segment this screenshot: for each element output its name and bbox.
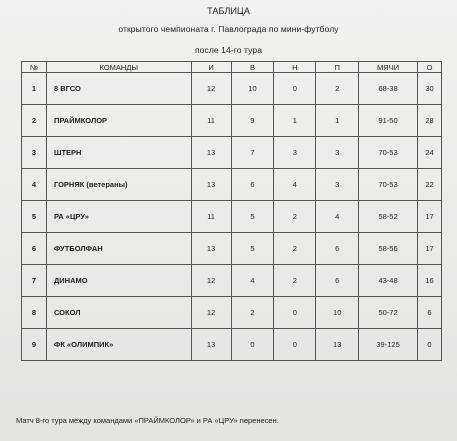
- table-header-row: [22, 62, 442, 73]
- stat-cell: 1: [274, 105, 316, 137]
- table-body: [22, 73, 442, 361]
- table-row: [22, 265, 442, 297]
- team-name: РА «ЦРУ»: [46, 201, 191, 233]
- column-header: П: [316, 62, 359, 73]
- stat-cell: 6: [316, 233, 359, 265]
- stat-cell: 22: [418, 169, 442, 201]
- row-number: 8: [22, 297, 47, 329]
- stat-cell: 9: [231, 105, 274, 137]
- stat-cell: 11: [191, 105, 231, 137]
- row-number: 6: [22, 233, 47, 265]
- footer-note: Матч 8-го тура между командами «ПРАЙМКОЛОР» и РА «ЦРУ» перенесен.: [16, 416, 279, 425]
- stat-cell: 91-50: [359, 105, 418, 137]
- stat-cell: 0: [274, 73, 316, 105]
- column-header: №: [22, 62, 47, 73]
- table-row: [22, 233, 442, 265]
- doc-title: ТАБЛИЦА: [207, 6, 250, 16]
- standings-table: [21, 61, 442, 361]
- table-row: [22, 73, 442, 105]
- team-name: ФК «ОЛИМПИК»: [46, 329, 191, 361]
- stat-cell: 13: [191, 329, 231, 361]
- stat-cell: 16: [418, 265, 442, 297]
- row-number: 5: [22, 201, 47, 233]
- column-header: КОМАНДЫ: [46, 62, 191, 73]
- stat-cell: 0: [231, 329, 274, 361]
- stat-cell: 11: [191, 201, 231, 233]
- stat-cell: 28: [418, 105, 442, 137]
- column-header: И: [191, 62, 231, 73]
- stat-cell: 5: [231, 201, 274, 233]
- table-row: [22, 201, 442, 233]
- stat-cell: 12: [191, 297, 231, 329]
- stat-cell: 68-38: [359, 73, 418, 105]
- stat-cell: 58-52: [359, 201, 418, 233]
- stat-cell: 2: [274, 265, 316, 297]
- row-number: 4: [22, 169, 47, 201]
- stat-cell: 17: [418, 233, 442, 265]
- stat-cell: 2: [231, 297, 274, 329]
- stat-cell: 70-53: [359, 169, 418, 201]
- row-number: 7: [22, 265, 47, 297]
- stat-cell: 6: [316, 265, 359, 297]
- stat-cell: 13: [191, 137, 231, 169]
- stat-cell: 12: [191, 73, 231, 105]
- doc-round: после 14-го тура: [194, 45, 263, 55]
- stat-cell: 17: [418, 201, 442, 233]
- stat-cell: 13: [316, 329, 359, 361]
- stat-cell: 6: [231, 169, 274, 201]
- stat-cell: 5: [231, 233, 274, 265]
- stat-cell: 2: [274, 201, 316, 233]
- team-name: ШТЕРН: [46, 137, 191, 169]
- doc-subtitle: открытого чемпионата г. Павлограда по мини-футболу: [118, 24, 339, 34]
- team-name: ФУТБОЛФАН: [46, 233, 191, 265]
- stat-cell: 0: [418, 329, 442, 361]
- stat-cell: 3: [316, 169, 359, 201]
- row-number: 9: [22, 329, 47, 361]
- stat-cell: 3: [274, 137, 316, 169]
- stat-cell: 13: [191, 169, 231, 201]
- team-name: ДИНАМО: [46, 265, 191, 297]
- stat-cell: 30: [418, 73, 442, 105]
- column-header: В: [231, 62, 274, 73]
- stat-cell: 2: [316, 73, 359, 105]
- stat-cell: 12: [191, 265, 231, 297]
- stat-cell: 3: [316, 137, 359, 169]
- row-number: 2: [22, 105, 47, 137]
- stat-cell: 7: [231, 137, 274, 169]
- stat-cell: 0: [274, 297, 316, 329]
- stat-cell: 0: [274, 329, 316, 361]
- stat-cell: 4: [316, 201, 359, 233]
- stat-cell: 4: [231, 265, 274, 297]
- row-number: 1: [22, 73, 47, 105]
- stat-cell: 13: [191, 233, 231, 265]
- stat-cell: 58-56: [359, 233, 418, 265]
- stat-cell: 43-48: [359, 265, 418, 297]
- column-header: МЯЧИ: [359, 62, 418, 73]
- stat-cell: 1: [316, 105, 359, 137]
- stat-cell: 24: [418, 137, 442, 169]
- table-row: [22, 297, 442, 329]
- stat-cell: 4: [274, 169, 316, 201]
- column-header: Н: [274, 62, 316, 73]
- team-name: СОКОЛ: [46, 297, 191, 329]
- team-name: ПРАЙМКОЛОР: [46, 105, 191, 137]
- stat-cell: 70-53: [359, 137, 418, 169]
- table-row: [22, 169, 442, 201]
- stat-cell: 10: [231, 73, 274, 105]
- stat-cell: 10: [316, 297, 359, 329]
- stat-cell: 50-72: [359, 297, 418, 329]
- team-name: 8 ВГСО: [46, 73, 191, 105]
- team-name: ГОРНЯК (ветераны): [46, 169, 191, 201]
- stat-cell: 6: [418, 297, 442, 329]
- table-row: [22, 105, 442, 137]
- row-number: 3: [22, 137, 47, 169]
- stat-cell: 39-125: [359, 329, 418, 361]
- stat-cell: 2: [274, 233, 316, 265]
- table-row: [22, 137, 442, 169]
- column-header: О: [418, 62, 442, 73]
- table-row: [22, 329, 442, 361]
